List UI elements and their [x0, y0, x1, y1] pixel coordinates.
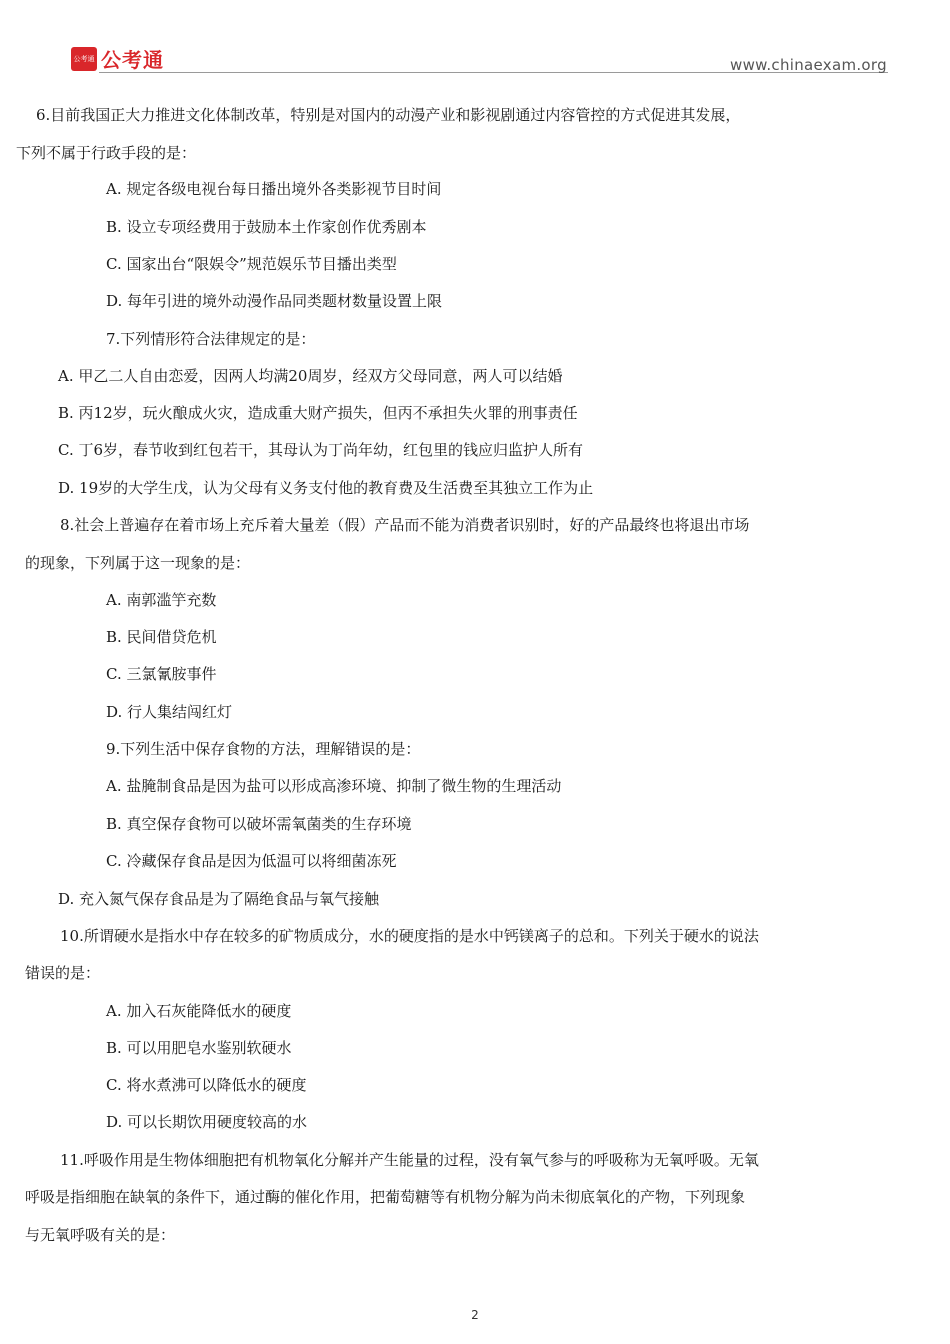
q6-option-a: A. 规定各级电视台每日播出境外各类影视节目时间	[106, 180, 442, 198]
q6-option-b: B. 设立专项经费用于鼓励本土作家创作优秀剧本	[106, 218, 427, 236]
q9-stem: 9.下列生活中保存食物的方法，理解错误的是：	[106, 740, 421, 758]
q10-stem-line-2: 错误的是：	[25, 964, 101, 982]
q8-option-b: B. 民间借贷危机	[106, 628, 217, 646]
q6-stem-line-1: 6.目前我国正大力推进文化体制改革，特别是对国内的动漫产业和影视剧通过内容管控的方式促进其发展，	[36, 106, 741, 124]
q8-option-d: D. 行人集结闯红灯	[106, 703, 233, 721]
q6-stem-line-2: 下列不属于行政手段的是：	[16, 144, 197, 162]
q10-stem-line-1: 10.所谓硬水是指水中存在较多的矿物质成分，水的硬度指的是水中钙镁离子的总和。下列关于硬水的说法	[60, 927, 759, 945]
page-header	[0, 0, 950, 80]
q8-option-c: C. 三氯氰胺事件	[106, 665, 217, 683]
q11-stem-line-2: 呼吸是指细胞在缺氧的条件下，通过酶的催化作用，把葡萄糖等有机物分解为尚未彻底氧化的产物，下列现象	[25, 1188, 746, 1206]
q10-option-a: A. 加入石灰能降低水的硬度	[106, 1002, 292, 1020]
q10-option-c: C. 将水煮沸可以降低水的硬度	[106, 1076, 307, 1094]
site-url[interactable]: www.chinaexam.org	[730, 56, 887, 74]
q7-option-a: A. 甲乙二人自由恋爱，因两人均满20周岁，经双方父母同意，两人可以结婚	[58, 367, 563, 385]
q6-option-d: D. 每年引进的境外动漫作品同类题材数量设置上限	[106, 292, 443, 310]
q11-stem-line-3: 与无氧呼吸有关的是：	[25, 1226, 176, 1244]
q9-option-d: D. 充入氮气保存食品是为了隔绝食品与氧气接触	[58, 890, 380, 908]
q8-stem-line-1: 8.社会上普遍存在着市场上充斥着大量差（假）产品而不能为消费者识别时，好的产品最终也将退出市场	[60, 516, 750, 534]
q7-option-d: D. 19岁的大学生戊，认为父母有义务支付他的教育费及生活费至其独立工作为止	[58, 479, 594, 497]
q9-option-c: C. 冷藏保存食品是因为低温可以将细菌冻死	[106, 852, 397, 870]
q8-option-a: A. 南郭滥竽充数	[106, 591, 217, 609]
q7-option-b: B. 丙12岁，玩火酿成火灾，造成重大财产损失，但丙不承担失火罪的刑事责任	[58, 404, 578, 422]
page-number: 2	[471, 1308, 479, 1322]
q9-option-a: A. 盐腌制食品是因为盐可以形成高渗环境、抑制了微生物的生理活动	[106, 777, 562, 795]
q6-option-c: C. 国家出台“限娱令”规范娱乐节目播出类型	[106, 255, 397, 273]
q9-option-b: B. 真空保存食物可以破坏需氧菌类的生存环境	[106, 815, 412, 833]
logo-text: 公考通	[101, 48, 164, 72]
q10-option-d: D. 可以长期饮用硬度较高的水	[106, 1113, 308, 1131]
logo-icon: 公考通	[71, 47, 97, 71]
q11-stem-line-1: 11.呼吸作用是生物体细胞把有机物氧化分解并产生能量的过程，没有氧气参与的呼吸称为无氧呼吸。无氧	[60, 1151, 759, 1169]
q8-stem-line-2: 的现象，下列属于这一现象的是：	[25, 554, 251, 572]
q7-option-c: C. 丁6岁，春节收到红包若干，其母认为丁尚年幼，红包里的钱应归监护人所有	[58, 441, 584, 459]
q7-stem: 7.下列情形符合法律规定的是：	[106, 330, 316, 348]
q10-option-b: B. 可以用肥皂水鉴别软硬水	[106, 1039, 292, 1057]
